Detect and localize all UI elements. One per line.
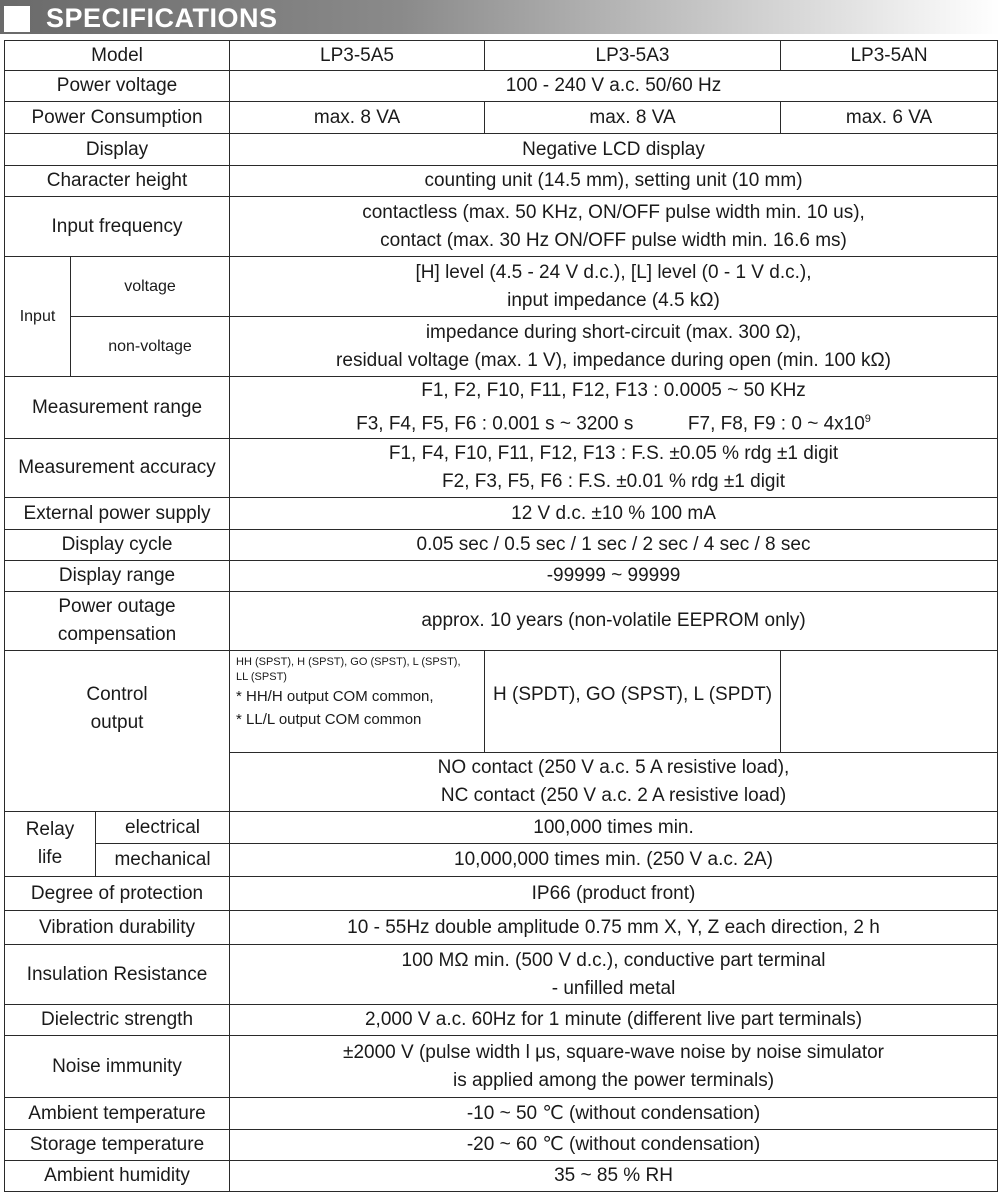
section-header	[0, 0, 1000, 34]
control-output-a5-note1: * HH/H output COM common,	[236, 688, 434, 706]
input-voltage-value	[230, 257, 998, 317]
row-input-frequency	[5, 197, 998, 257]
external-power-supply-label: External power supply	[5, 498, 230, 530]
control-output-label-line1: Control	[86, 684, 148, 706]
row-external-power-supply	[5, 498, 998, 530]
relay-life-label-line1: Relay	[25, 819, 75, 841]
display-cycle-value: 0.05 sec / 0.5 sec / 1 sec / 2 sec / 4 sec / 8 sec	[230, 530, 998, 561]
input-voltage-line2: input impedance (4.5 kΩ)	[507, 289, 720, 311]
row-dielectric-strength	[5, 1005, 998, 1036]
measurement-range-line1: F1, F2, F10, F11, F12, F13 : 0.0005 ~ 50 KHz	[421, 380, 806, 401]
storage-temperature-label: Storage temperature	[5, 1130, 230, 1161]
row-input-voltage	[5, 257, 998, 317]
power-outage-label-line2: compensation	[57, 624, 177, 646]
control-output-a3: H (SPDT), GO (SPST), L (SPDT)	[485, 651, 781, 753]
measurement-accuracy-line1: F1, F4, F10, F11, F12, F13 : F.S. ±0.05 % rdg ±1 digit	[388, 443, 839, 465]
input-voltage-label: voltage	[71, 257, 230, 317]
input-frequency-value	[230, 197, 998, 257]
power-consumption-an: max. 6 VA	[781, 102, 998, 134]
power-voltage-value: 100 - 240 V a.c. 50/60 Hz	[230, 71, 998, 102]
control-output-label	[5, 651, 230, 812]
vibration-durability-value: 10 - 55Hz double amplitude 0.75 mm X, Y, Z each direction, 2 h	[230, 911, 998, 945]
display-label: Display	[5, 134, 230, 166]
vibration-durability-label: Vibration durability	[5, 911, 230, 945]
specifications-table	[4, 40, 998, 1192]
row-display-range	[5, 561, 998, 592]
relay-life-electrical-value: 100,000 times min.	[230, 812, 998, 844]
storage-temperature-value: -20 ~ 60 ℃ (without condensation)	[230, 1130, 998, 1161]
degree-of-protection-label: Degree of protection	[5, 877, 230, 911]
character-height-label: Character height	[5, 166, 230, 197]
row-insulation-resistance	[5, 945, 998, 1005]
insulation-resistance-line2: - unfilled metal	[551, 977, 676, 999]
row-measurement-accuracy	[5, 439, 998, 498]
row-ambient-temperature	[5, 1098, 998, 1130]
row-measurement-range	[5, 377, 998, 439]
control-output-label-line2: output	[90, 712, 144, 734]
power-consumption-a5: max. 8 VA	[230, 102, 485, 134]
display-cycle-label: Display cycle	[5, 530, 230, 561]
model-label: Model	[5, 41, 230, 71]
character-height-value: counting unit (14.5 mm), setting unit (10 mm)	[230, 166, 998, 197]
control-output-a5-line2: LL (SPST)	[236, 671, 287, 684]
row-character-height	[5, 166, 998, 197]
power-consumption-a3: max. 8 VA	[485, 102, 781, 134]
model-lp3-5a3: LP3-5A3	[485, 41, 781, 71]
insulation-resistance-line1: 100 MΩ min. (500 V d.c.), conductive part terminal	[401, 949, 826, 971]
row-control-output	[5, 651, 998, 753]
insulation-resistance-label: Insulation Resistance	[5, 945, 230, 1005]
measurement-accuracy-value	[230, 439, 998, 498]
ambient-humidity-label: Ambient humidity	[5, 1161, 230, 1192]
control-output-contacts	[230, 753, 998, 812]
measurement-accuracy-line2: F2, F3, F5, F6 : F.S. ±0.01 % rdg ±1 digit	[442, 471, 785, 493]
control-output-a5-line1: HH (SPST), H (SPST), GO (SPST), L (SPST),	[236, 656, 461, 669]
noise-immunity-line2: is applied among the power terminals)	[452, 1069, 775, 1091]
power-consumption-label: Power Consumption	[5, 102, 230, 134]
external-power-supply-value: 12 V d.c. ±10 % 100 mA	[230, 498, 998, 530]
row-display	[5, 134, 998, 166]
measurement-range-value	[230, 377, 998, 439]
relay-life-mechanical-label: mechanical	[96, 844, 230, 877]
measurement-range-line2	[236, 405, 991, 438]
ambient-humidity-value: 35 ~ 85 % RH	[230, 1161, 998, 1192]
input-non-voltage-label: non-voltage	[71, 317, 230, 377]
dielectric-strength-label: Dielectric strength	[5, 1005, 230, 1036]
row-model	[5, 41, 998, 71]
input-frequency-label: Input frequency	[5, 197, 230, 257]
row-power-voltage	[5, 71, 998, 102]
row-storage-temperature	[5, 1130, 998, 1161]
display-range-value: -99999 ~ 99999	[230, 561, 998, 592]
row-noise-immunity	[5, 1036, 998, 1098]
power-outage-label-line1: Power outage	[58, 596, 176, 618]
input-frequency-line1: contactless (max. 50 KHz, ON/OFF pulse width min. 10 us),	[362, 201, 865, 223]
power-outage-label	[5, 592, 230, 651]
control-output-contact-line2: NC contact (250 V a.c. 2 A resistive load)	[440, 785, 787, 807]
row-degree-of-protection	[5, 877, 998, 911]
row-relay-life-electrical	[5, 812, 998, 844]
control-output-a5	[230, 651, 485, 753]
ambient-temperature-value: -10 ~ 50 ℃ (without condensation)	[230, 1098, 998, 1130]
header-square-icon	[4, 6, 30, 32]
noise-immunity-value	[230, 1036, 998, 1098]
ambient-temperature-label: Ambient temperature	[5, 1098, 230, 1130]
measurement-range-label: Measurement range	[5, 377, 230, 439]
row-display-cycle	[5, 530, 998, 561]
model-lp3-5an: LP3-5AN	[781, 41, 998, 71]
relay-life-electrical-label: electrical	[96, 812, 230, 844]
degree-of-protection-value: IP66 (product front)	[230, 877, 998, 911]
relay-life-label-line2: life	[37, 847, 63, 869]
power-outage-value: approx. 10 years (non-volatile EEPROM only)	[230, 592, 998, 651]
measurement-range-line2a: F3, F4, F5, F6 : 0.001 s ~ 3200 s	[356, 413, 634, 435]
input-non-voltage-line1: impedance during short-circuit (max. 300 Ω),	[425, 321, 802, 343]
input-frequency-line2: contact (max. 30 Hz ON/OFF pulse width min. 16.6 ms)	[380, 229, 847, 251]
control-output-an	[781, 651, 998, 753]
display-range-label: Display range	[5, 561, 230, 592]
row-power-consumption	[5, 102, 998, 134]
row-power-outage	[5, 592, 998, 651]
measurement-range-line2b: F7, F8, F9 : 0 ~ 4x10	[687, 413, 865, 435]
input-label: Input	[5, 257, 71, 377]
row-ambient-humidity	[5, 1161, 998, 1192]
input-non-voltage-line2: residual voltage (max. 1 V), impedance during open (min. 100 kΩ)	[336, 349, 891, 371]
section-title: SPECIFICATIONS	[46, 3, 278, 33]
measurement-accuracy-label: Measurement accuracy	[5, 439, 230, 498]
noise-immunity-label: Noise immunity	[5, 1036, 230, 1098]
power-voltage-label: Power voltage	[5, 71, 230, 102]
control-output-contact-line1: NO contact (250 V a.c. 5 A resistive load),	[437, 757, 790, 779]
control-output-a5-note2: * LL/L output COM common	[236, 711, 422, 729]
model-lp3-5a5: LP3-5A5	[230, 41, 485, 71]
measurement-range-exponent: 9	[864, 413, 871, 425]
relay-life-label	[5, 812, 96, 877]
row-relay-life-mechanical	[5, 844, 998, 877]
row-input-non-voltage	[5, 317, 998, 377]
input-voltage-line1: [H] level (4.5 - 24 V d.c.), [L] level (0 - 1 V d.c.),	[415, 261, 812, 283]
row-vibration-durability	[5, 911, 998, 945]
input-non-voltage-value	[230, 317, 998, 377]
display-value: Negative LCD display	[230, 134, 998, 166]
noise-immunity-line1: ±2000 V (pulse width l μs, square-wave noise by noise simulator	[343, 1041, 884, 1063]
dielectric-strength-value: 2,000 V a.c. 60Hz for 1 minute (different live part terminals)	[230, 1005, 998, 1036]
relay-life-mechanical-value: 10,000,000 times min. (250 V a.c. 2A)	[230, 844, 998, 877]
insulation-resistance-value	[230, 945, 998, 1005]
